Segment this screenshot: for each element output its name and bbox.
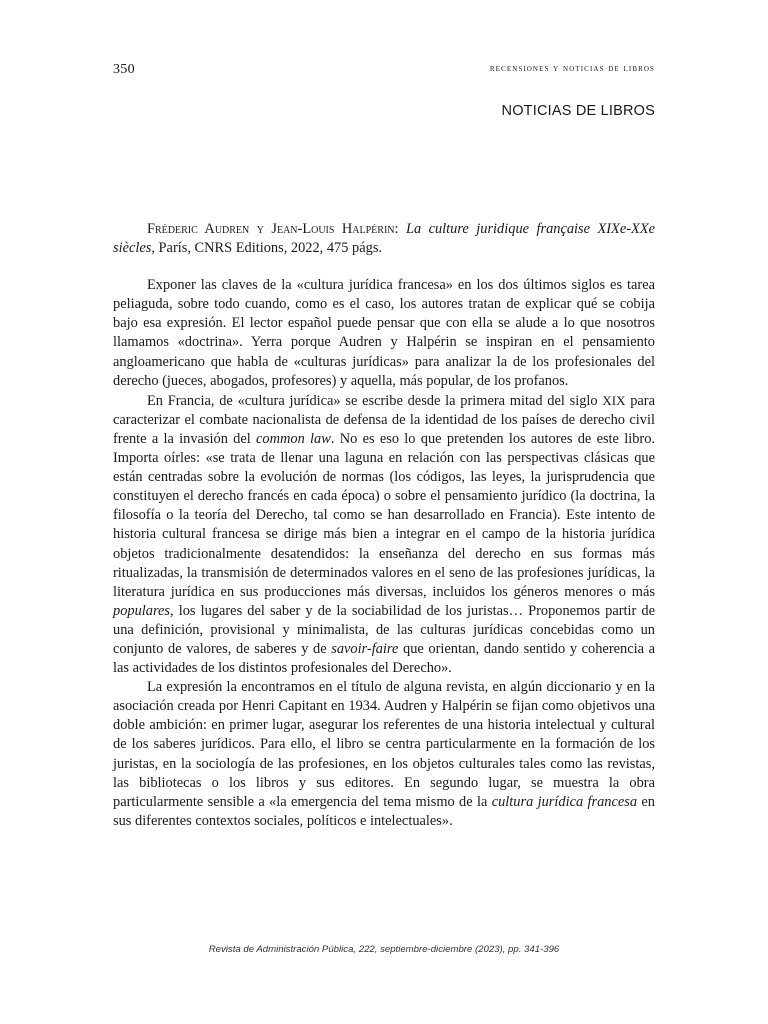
- century-numeral: XIX: [602, 392, 626, 408]
- paragraph-text: para caracterizar el combate nacionalista de defensa de la identidad de los países de derecho civil frente a la invasión del: [113, 392, 655, 447]
- paragraph-text: En Francia, de «cultura jurídica» se escribe desde la primera mitad del siglo: [147, 392, 603, 409]
- italic-term: cultura jurídica francesa: [491, 793, 638, 810]
- citation-colon: :: [394, 221, 406, 237]
- running-head: recensiones y noticias de libros: [489, 63, 655, 74]
- citation-authors: Fréderic Audren y Jean-Louis Halpérin: [147, 221, 395, 237]
- paragraph-text: que orientan, dando sentido y coherencia a las actividades de los distintos profesionales del Derecho».: [113, 640, 655, 677]
- footer-text: Revista de Administración Pública, 222, septiembre-diciembre (2023), pp. 341-396: [208, 944, 560, 955]
- citation-publication: , París, CNRS Editions, 2022, 475 págs.: [151, 240, 383, 257]
- journal-footer: [0, 944, 768, 955]
- paragraph-1: [113, 276, 655, 391]
- paragraph-2: [113, 391, 655, 678]
- italic-term: common law: [256, 430, 331, 447]
- paragraph-text: La expresión la encontramos en el título de alguna revista, en algún diccionario y en la asociación creada por Henri Capitant en 1934. Audren y Halpérin se fijan como objetivos una doble ambición: en primer lugar, asegurar los referentes de una historia intelectual y cultural de los saberes jurídicos. Para ello, el libro se centra particularmente en la formación de los juristas, en la sociología de las profesiones, en los objetos culturales tales como las revistas, las bibliotecas o los libros y sus editores. En segundo lugar, se muestra la obra particularmente sensible a «la emergencia del tema mismo de la: [113, 679, 655, 810]
- paragraph-3: [113, 678, 655, 831]
- section-title: NOTICIAS DE LIBROS: [501, 103, 655, 119]
- citation-title: La culture juridique française XIXe-XXe siècles: [113, 221, 655, 257]
- paragraph-text: , los lugares del saber y de la sociabilidad de los juristas… Proponemos partir de una definición, provisional y minimalista, de las culturas jurídicas concebidas como un conjunto de valores, de saberes y de: [113, 602, 655, 657]
- book-citation: [113, 220, 655, 258]
- page-number: 350: [113, 62, 135, 77]
- paragraph-text: . No es eso lo que pretenden los autores de este libro. Importa oírles: «se trata de llenar una laguna en relación con las perspectivas clásicas que están centradas sobre la evolución de normas (los códigos, las leyes, la jurisprudencia que constituyen el derecho francés en cada época) o sobre el pensamiento jurídico (la doctrina, la filosofía o la teoría del Derecho, tal como se han desarrollado en Francia). Este intento de historia cultural francesa se dirige más bien a integrar en el campo de la historia jurídica objetos tradicionalmente desatendidos: la enseñanza del derecho en sus formas más ritualizadas, la transmisión de determinados valores en el seno de las profesiones jurídicas, la literatura jurídica en sus producciones más diversas, incluidos los géneros menores o más: [113, 430, 655, 600]
- paragraph-text: en sus diferentes contextos sociales, políticos e intelectuales».: [113, 793, 655, 829]
- italic-term: savoir-faire: [331, 640, 399, 657]
- paragraph-text: Exponer las claves de la «cultura jurídica francesa» en los dos últimos siglos es tarea peliaguda, sobre todo cuando, como es el caso, los autores tratan de explicar qué se cobija bajo esa expresión. El lector español puede pensar que con ella se alude a lo que nosotros llamamos «doctrina». Yerra porque Audren y Halpérin se inspiran en el pensamiento angloamericano que habla de «culturas jurídicas» para analizar la de los profesionales del derecho (jueces, abogados, profesores) y aquella, más popular, de los profanos.: [113, 277, 655, 389]
- italic-term: populares: [113, 602, 171, 619]
- article-body: [113, 220, 655, 831]
